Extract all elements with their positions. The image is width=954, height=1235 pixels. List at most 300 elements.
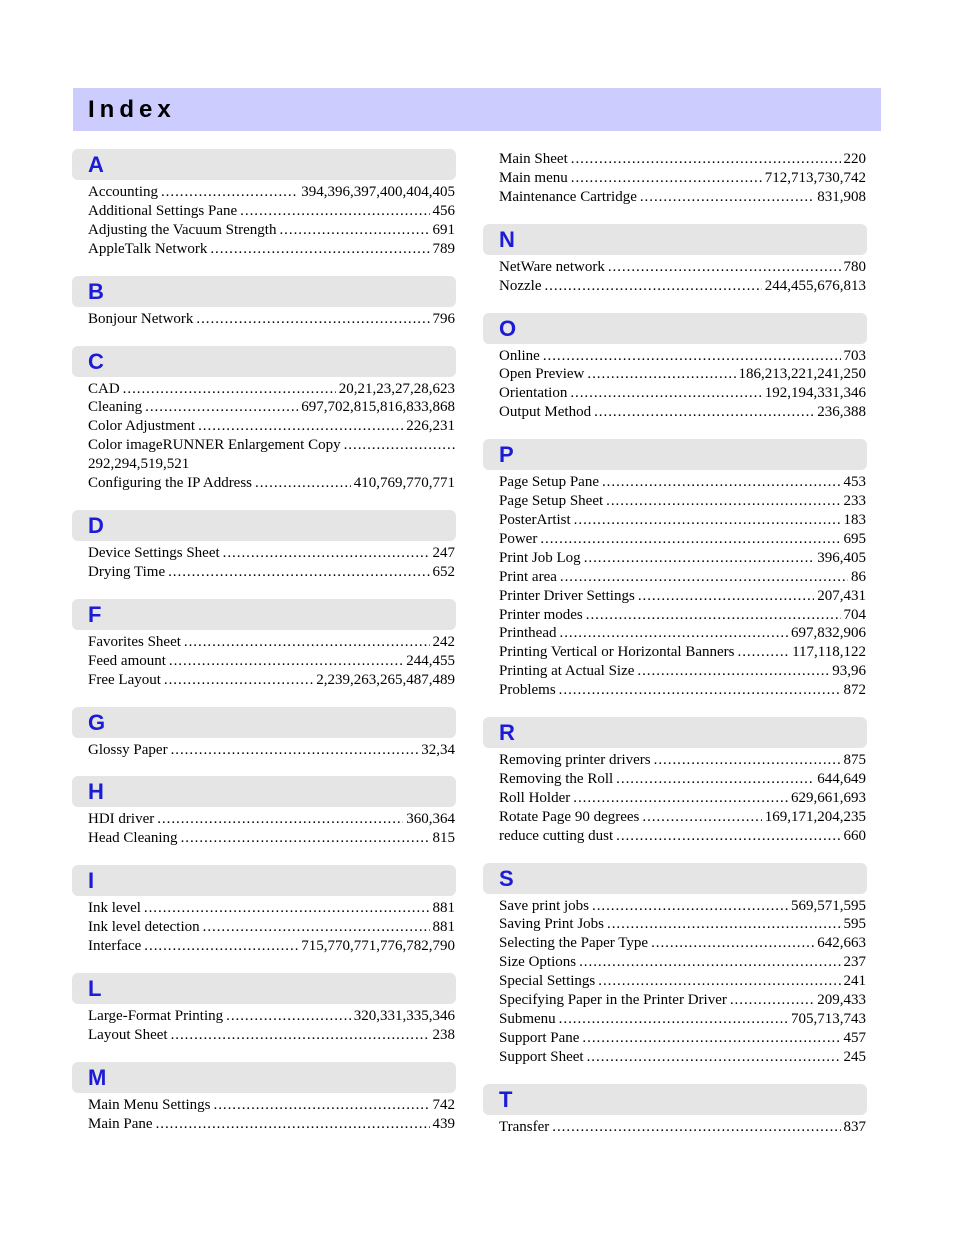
- index-term: Removing printer drivers: [499, 752, 651, 769]
- entry-list: [72, 307, 456, 329]
- index-pages: 32,34: [421, 741, 455, 758]
- index-section-b: [72, 276, 456, 329]
- index-entry[interactable]: [88, 633, 455, 652]
- index-pages: 410,769,770,771: [353, 475, 455, 492]
- index-pages: 93,96: [832, 663, 866, 680]
- leader-dots: [616, 770, 814, 789]
- index-term: Configuring the IP Address: [88, 475, 253, 492]
- index-pages: 629,661,693: [791, 789, 866, 806]
- index-term: Orientation: [499, 385, 568, 402]
- index-column-right: [483, 149, 867, 1137]
- leader-dots: [598, 972, 840, 991]
- index-pages: 320,331,335,346: [353, 1007, 455, 1024]
- index-pages: 644,649: [817, 770, 866, 787]
- leader-dots: [607, 915, 840, 934]
- index-pages: 796: [432, 310, 455, 327]
- index-entry[interactable]: [88, 417, 455, 436]
- letter-header: [72, 510, 456, 541]
- index-pages: 703: [843, 347, 866, 364]
- index-term: Feed amount: [88, 652, 166, 669]
- index-term: Page Setup Sheet: [499, 493, 604, 510]
- section-letter: O: [499, 315, 517, 341]
- leader-dots: [214, 1096, 430, 1115]
- index-pages: 652: [432, 563, 455, 580]
- index-term: Nozzle: [499, 277, 542, 294]
- entry-list: [72, 1004, 456, 1045]
- index-section-i: [72, 865, 456, 956]
- letter-header: [72, 973, 456, 1004]
- leader-dots: [559, 1010, 788, 1029]
- leader-dots: [730, 991, 814, 1010]
- entry-list: [483, 344, 867, 423]
- leader-dots: [594, 403, 814, 422]
- index-pages: 695: [843, 530, 866, 547]
- leader-dots: [255, 474, 351, 493]
- leader-dots: [240, 202, 429, 221]
- index-term: Transfer: [499, 1118, 550, 1135]
- index-term: Support Sheet: [499, 1048, 584, 1065]
- index-term: Roll Holder: [499, 789, 571, 806]
- index-pages: 183: [843, 511, 866, 528]
- index-entry[interactable]: [88, 1115, 455, 1134]
- index-pages: 192,194,331,346: [764, 385, 866, 402]
- section-letter: A: [88, 152, 104, 177]
- leader-dots: [144, 899, 430, 918]
- index-entry[interactable]: [499, 587, 866, 606]
- index-entry[interactable]: [499, 681, 866, 700]
- index-pages: 244,455,676,813: [764, 277, 866, 294]
- leader-dots: [157, 810, 403, 829]
- index-pages: 705,713,743: [791, 1011, 866, 1027]
- index-pages: 242: [432, 633, 455, 650]
- section-gap: [483, 846, 867, 863]
- entry-list: [483, 1115, 867, 1137]
- index-term: Additional Settings Pane: [88, 202, 238, 219]
- letter-header: [483, 439, 867, 470]
- index-pages: 169,171,204,235: [764, 808, 866, 825]
- index-term: NetWare network: [499, 258, 605, 275]
- index-pages: 244,455: [406, 652, 455, 669]
- index-entry[interactable]: [88, 436, 455, 474]
- index-entry[interactable]: [499, 169, 866, 188]
- leader-dots: [584, 549, 815, 568]
- index-section-l: [72, 973, 456, 1045]
- index-column-left: [72, 149, 456, 1134]
- letter-header: [72, 599, 456, 630]
- leader-dots: [587, 1048, 841, 1067]
- leader-dots: [226, 1007, 351, 1026]
- index-pages: 881: [432, 900, 455, 917]
- index-entry[interactable]: [88, 563, 455, 582]
- leader-dots: [560, 624, 789, 643]
- index-term: Maintenance Cartridge: [499, 188, 637, 205]
- letter-header: [483, 1084, 867, 1115]
- leader-dots: [738, 643, 790, 662]
- index-entry[interactable]: [499, 827, 866, 846]
- section-letter: R: [499, 720, 515, 746]
- entry-list: [72, 630, 456, 690]
- leader-dots: [559, 681, 841, 700]
- index-entry[interactable]: [88, 671, 455, 690]
- index-section-r: [483, 717, 867, 846]
- leader-dots: [144, 937, 298, 956]
- index-pages: 715,770,771,776,782,790: [301, 938, 455, 955]
- section-letter: P: [499, 442, 514, 468]
- index-term: Main Sheet: [499, 151, 568, 167]
- index-pages: 117,118,122: [792, 644, 866, 661]
- index-pages: 453: [843, 474, 866, 491]
- leader-dots: [571, 169, 762, 188]
- index-entry[interactable]: [88, 741, 455, 760]
- index-term: AppleTalk Network: [88, 240, 208, 257]
- index-entry[interactable]: [499, 662, 866, 681]
- index-pages: 660: [843, 827, 866, 844]
- index-entry[interactable]: [499, 751, 866, 770]
- index-section-n: [483, 224, 867, 296]
- index-term: Main Pane: [88, 1115, 153, 1132]
- letter-header: [72, 276, 456, 307]
- index-pages: 20,21,23,27,28,623: [338, 380, 455, 397]
- section-letter: I: [88, 868, 95, 894]
- section-letter: L: [88, 975, 102, 1001]
- index-entry[interactable]: [499, 1029, 866, 1048]
- section-letter: C: [88, 348, 104, 374]
- leader-dots: [552, 1118, 840, 1137]
- index-term: Print Job Log: [499, 549, 581, 566]
- index-term: Ink level: [88, 900, 141, 917]
- index-pages: 237: [843, 954, 866, 971]
- index-entry[interactable]: [88, 829, 455, 848]
- index-entry[interactable]: [499, 384, 866, 403]
- index-term: Printing Vertical or Horizontal Banners: [499, 644, 735, 661]
- index-term: Size Options: [499, 954, 577, 971]
- entry-list: [72, 180, 456, 259]
- leader-dots: [638, 587, 814, 606]
- index-term: Page Setup Pane: [499, 474, 599, 491]
- index-section-p: [483, 439, 867, 700]
- index-term: Ink level detection: [88, 919, 200, 936]
- index-entry[interactable]: [88, 1096, 455, 1115]
- leader-dots: [642, 808, 761, 827]
- letter-header: [72, 776, 456, 807]
- index-term: Printhead: [499, 625, 557, 642]
- index-entry[interactable]: [499, 347, 866, 366]
- index-term: Head Cleaning: [88, 830, 178, 847]
- index-pages: 236,388: [817, 404, 866, 421]
- index-term: Cleaning: [88, 399, 143, 416]
- index-entry[interactable]: [499, 770, 866, 789]
- section-letter: S: [499, 865, 514, 891]
- index-entry[interactable]: [499, 258, 866, 277]
- index-term: Save print jobs: [499, 897, 589, 914]
- leader-dots: [608, 258, 841, 277]
- index-pages: 238: [432, 1026, 455, 1043]
- index-pages: 360,364: [406, 811, 455, 828]
- leader-dots: [574, 511, 841, 530]
- index-entry[interactable]: [499, 150, 866, 169]
- section-gap: [72, 329, 456, 346]
- index-entry[interactable]: [499, 808, 866, 827]
- leader-dots: [210, 240, 429, 259]
- section-gap: [72, 493, 456, 510]
- index-term: CAD: [88, 380, 120, 397]
- index-entry[interactable]: [499, 972, 866, 991]
- index-entry[interactable]: [88, 398, 455, 417]
- index-term: Specifying Paper in the Printer Driver: [499, 992, 727, 1009]
- index-entry[interactable]: [88, 240, 455, 259]
- index-entry-line: [88, 436, 455, 455]
- leader-dots: [123, 380, 336, 399]
- index-pages: 642,663: [817, 935, 866, 952]
- index-pages: 691: [432, 221, 455, 238]
- index-entry[interactable]: [88, 937, 455, 956]
- leader-dots: [168, 563, 429, 582]
- index-pages: 209,433: [817, 992, 866, 1009]
- index-term: Print area: [499, 568, 557, 585]
- entry-list: [72, 1093, 456, 1134]
- section-letter: D: [88, 512, 104, 538]
- section-letter: H: [88, 779, 104, 805]
- index-term: Adjusting the Vacuum Strength: [88, 221, 277, 238]
- entry-list: [483, 894, 867, 1067]
- leader-dots: [654, 751, 841, 770]
- index-pages: 712,713,730,742: [764, 169, 866, 186]
- index-entry[interactable]: [499, 1010, 866, 1029]
- index-term: Selecting the Paper Type: [499, 935, 649, 952]
- section-gap: [483, 700, 867, 717]
- index-pages: 394,396,397,400,404,405: [301, 184, 455, 200]
- index-pages: 247: [432, 544, 455, 561]
- entry-list: [72, 541, 456, 582]
- leader-dots: [616, 827, 840, 846]
- index-pages: 456: [432, 202, 455, 219]
- leader-dots: [344, 436, 455, 455]
- index-entry[interactable]: [499, 277, 866, 296]
- index-entry[interactable]: [88, 652, 455, 671]
- index-term: Glossy Paper: [88, 741, 168, 758]
- leader-dots: [573, 789, 788, 808]
- index-entry[interactable]: [499, 511, 866, 530]
- entry-list: [483, 255, 867, 296]
- leader-dots: [606, 492, 840, 511]
- entry-list: [72, 738, 456, 760]
- index-entry[interactable]: [499, 403, 866, 422]
- letter-header: [72, 149, 456, 180]
- index-entry[interactable]: [499, 643, 866, 662]
- index-pages: 396,405: [817, 549, 866, 566]
- section-letter: F: [88, 601, 102, 627]
- index-term: Color Adjustment: [88, 418, 196, 435]
- index-term: Accounting: [88, 184, 158, 200]
- index-pages: 697,832,906: [791, 625, 866, 642]
- leader-dots: [602, 473, 841, 492]
- index-pages: 86: [851, 568, 866, 585]
- leader-dots: [640, 188, 814, 207]
- section-letter: M: [88, 1064, 107, 1090]
- index-entry[interactable]: [88, 918, 455, 937]
- index-pages: 207,431: [817, 587, 866, 604]
- index-entry[interactable]: [88, 380, 455, 399]
- index-term: Submenu: [499, 1011, 556, 1027]
- index-entry[interactable]: [499, 915, 866, 934]
- index-term: Online: [499, 347, 540, 364]
- letter-header: [72, 346, 456, 377]
- index-pages: 704: [843, 606, 866, 623]
- leader-dots: [171, 1026, 430, 1045]
- index-entry[interactable]: [88, 183, 455, 202]
- index-entry[interactable]: [88, 1007, 455, 1026]
- index-term: Large-Format Printing: [88, 1007, 224, 1024]
- index-term: Bonjour Network: [88, 310, 194, 327]
- index-section-a: [72, 149, 456, 259]
- index-term: Favorites Sheet: [88, 633, 181, 650]
- index-entry[interactable]: [499, 530, 866, 549]
- index-entry[interactable]: [499, 897, 866, 916]
- index-entry[interactable]: [499, 1048, 866, 1067]
- index-pages: 697,702,815,816,833,868: [301, 399, 455, 416]
- leader-dots: [279, 221, 429, 240]
- entry-list: [483, 748, 867, 846]
- letter-header: [72, 865, 456, 896]
- index-pages: 439: [432, 1115, 455, 1132]
- section-gap: [72, 259, 456, 276]
- index-entry[interactable]: [88, 202, 455, 221]
- index-pages: 220: [843, 151, 866, 167]
- leader-dots: [156, 1115, 430, 1134]
- leader-dots: [145, 398, 298, 417]
- section-letter: T: [499, 1086, 513, 1112]
- index-entry[interactable]: [499, 568, 866, 587]
- index-entry[interactable]: [499, 953, 866, 972]
- leader-dots: [587, 365, 735, 384]
- section-gap: [483, 1067, 867, 1084]
- index-entry[interactable]: [88, 544, 455, 563]
- leader-dots: [203, 918, 430, 937]
- leader-dots: [198, 417, 403, 436]
- page-title: Index: [88, 96, 176, 123]
- index-section-h: [72, 776, 456, 848]
- index-section-s: [483, 863, 867, 1067]
- index-entry[interactable]: [499, 991, 866, 1010]
- index-section-d: [72, 510, 456, 582]
- index-term: Problems: [499, 682, 556, 699]
- index-term: Output Method: [499, 404, 592, 421]
- index-term: Open Preview: [499, 366, 585, 383]
- index-pages: 837: [843, 1118, 866, 1135]
- index-pages: 186,213,221,241,250: [738, 366, 866, 383]
- index-entry[interactable]: [499, 188, 866, 207]
- leader-dots: [582, 1029, 840, 1048]
- index-entry[interactable]: [499, 624, 866, 643]
- index-term: Special Settings: [499, 973, 596, 990]
- section-gap: [483, 207, 867, 224]
- leader-dots: [544, 277, 761, 296]
- index-term: Main Menu Settings: [88, 1096, 211, 1113]
- leader-dots: [540, 530, 840, 549]
- index-entry[interactable]: [499, 492, 866, 511]
- index-entry[interactable]: [88, 899, 455, 918]
- index-entry[interactable]: [499, 934, 866, 953]
- section-gap: [72, 759, 456, 776]
- section-gap: [483, 422, 867, 439]
- entry-list: [72, 807, 456, 848]
- index-entry[interactable]: [499, 473, 866, 492]
- index-pages: 815: [432, 830, 455, 847]
- index-entry[interactable]: [88, 474, 455, 493]
- index-term: Support Pane: [499, 1029, 580, 1046]
- index-pages: 457: [843, 1029, 866, 1046]
- index-term: PosterArtist: [499, 511, 571, 528]
- entry-list-continued: [483, 149, 867, 207]
- index-section-m: [72, 1062, 456, 1134]
- leader-dots: [169, 652, 403, 671]
- leader-dots: [164, 671, 313, 690]
- index-entry[interactable]: [88, 810, 455, 829]
- index-term: Printer modes: [499, 606, 583, 623]
- index-entry[interactable]: [88, 1026, 455, 1045]
- index-pages: 789: [432, 240, 455, 257]
- entry-list: [72, 377, 456, 493]
- index-term: reduce cutting dust: [499, 827, 614, 844]
- index-pages: 881: [432, 919, 455, 936]
- section-gap: [72, 582, 456, 599]
- leader-dots: [171, 741, 419, 760]
- index-entry[interactable]: [499, 789, 866, 808]
- letter-header: [483, 313, 867, 344]
- section-gap: [483, 296, 867, 313]
- index-entry[interactable]: [88, 221, 455, 240]
- index-pages: 241: [843, 973, 866, 990]
- index-section-t: [483, 1084, 867, 1137]
- section-gap: [72, 690, 456, 707]
- index-term: Power: [499, 530, 538, 547]
- index-term: HDI driver: [88, 811, 155, 828]
- leader-dots: [560, 568, 848, 587]
- index-entry[interactable]: [499, 1118, 866, 1137]
- leader-dots: [586, 606, 841, 625]
- index-pages: 2,239,263,265,487,489: [316, 671, 455, 688]
- leader-dots: [181, 829, 430, 848]
- leader-dots: [161, 183, 298, 202]
- leader-dots: [223, 544, 430, 563]
- index-pages: 831,908: [817, 188, 866, 205]
- index-entry[interactable]: [88, 310, 455, 329]
- index-pages: 872: [843, 682, 866, 699]
- section-gap: [72, 1045, 456, 1062]
- letter-header: [72, 707, 456, 738]
- index-entry[interactable]: [499, 606, 866, 625]
- index-term: Drying Time: [88, 563, 166, 580]
- index-pages: 292,294,519,521: [88, 456, 190, 473]
- index-term: Main menu: [499, 169, 568, 186]
- index-pages: 226,231: [406, 418, 455, 435]
- index-entry[interactable]: [499, 365, 866, 384]
- letter-header: [483, 717, 867, 748]
- index-section-g: [72, 707, 456, 760]
- section-gap: [72, 956, 456, 973]
- index-term: Saving Print Jobs: [499, 916, 605, 933]
- index-entry[interactable]: [499, 549, 866, 568]
- index-pages: 569,571,595: [791, 897, 866, 914]
- index-pages: 245: [843, 1048, 866, 1065]
- section-letter: N: [499, 226, 515, 252]
- index-term: Interface: [88, 938, 142, 955]
- index-section-c: [72, 346, 456, 493]
- index-title-bar: [73, 88, 881, 131]
- index-pages: 233: [843, 493, 866, 510]
- index-term: Color imageRUNNER Enlargement Copy: [88, 437, 341, 454]
- section-gap: [72, 848, 456, 865]
